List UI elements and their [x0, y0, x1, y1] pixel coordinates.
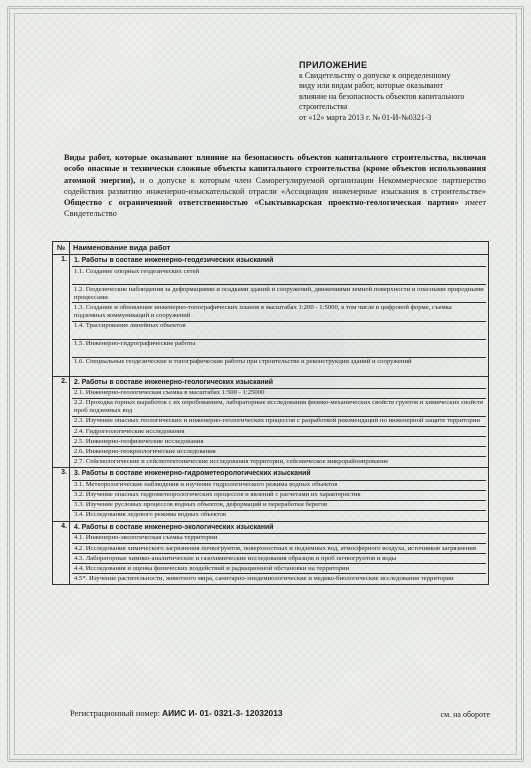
section-cell: [70, 468, 489, 521]
section-cell: [70, 521, 489, 585]
registration-value: АИИС И- 01- 0321-3- 12032013: [162, 708, 283, 718]
section-cell: [70, 255, 489, 376]
appendix-line: строительства: [299, 102, 348, 112]
appendix-line: виду или видам работ, которые оказывают: [299, 81, 443, 91]
work-item: 4.3. Лабораторные химико-аналитические и газохимические исследования образцов и проб почвогрунтов и воды: [72, 554, 486, 564]
see-reverse-note: см. на обороте: [440, 710, 490, 719]
intro-paragraph: [64, 152, 486, 220]
col-name-header: Наименование вида работ: [70, 242, 489, 255]
intro-text-2: имеет Свидетельство: [64, 198, 486, 219]
appendix-title: ПРИЛОЖЕНИЕ: [299, 60, 368, 70]
appendix-date-line: от «12» марта 2013 г. № 01-И-№0321-3: [299, 112, 432, 122]
registration-label: Регистрационный номер:: [70, 709, 163, 718]
work-item: 3.1. Метеорологические наблюдения и изучение гидрологического режима водных объектов: [72, 481, 486, 491]
work-item: 2.4. Гидрогеологические исследования: [72, 427, 486, 437]
col-number-header: №: [53, 242, 70, 255]
appendix-line: к Свидетельству о допуске к определенному: [299, 70, 451, 80]
work-item: 2.5. Инженерно-геофизические исследования: [72, 437, 486, 447]
work-item: 2.1. Инженерно-геологическая съемка в масштабах 1:500 - 1:25000: [72, 389, 486, 399]
work-item: 1.6. Специальные геодезические и топографические работы при строительстве и реконструкции зданий и сооружений: [74, 358, 412, 366]
work-item: 4.4. Исследования и оценка физических воздействий и радиационной обстановки на территории: [72, 564, 486, 574]
work-item: 1.5. Инженерно-гидрографические работы: [72, 340, 486, 358]
intro-company-name: Общество с ограниченной ответственностью «Сыктывкарская проектно-геологическая партия»: [64, 198, 459, 208]
work-item: 4.1. Инженерно-экологическая съемка территории: [72, 534, 486, 544]
section-title: 1. Работы в составе инженерно-геодезических изысканий: [72, 256, 486, 267]
work-item: 2.7. Сейсмологические и сейсмотектонические исследования территории, сейсмическое микрорайонирование: [74, 457, 389, 465]
table-row: [53, 468, 489, 521]
works-table: [52, 241, 489, 585]
section-title: 3. Работы в составе инженерно-гидрометеорологических изысканий: [72, 469, 486, 480]
section-cell: [70, 376, 489, 468]
table-header-row: [53, 242, 489, 255]
work-item: 2.6. Инженерно-геокриологические исследования: [72, 447, 486, 457]
appendix-line: влияние на безопасность объектов капитального: [299, 91, 465, 101]
section-number: 3.: [53, 468, 70, 521]
appendix-header: [299, 60, 509, 124]
work-item: 3.3. Изучение русловых процессов водных объектов, деформаций и переработки берегов: [72, 501, 486, 511]
section-title: 2. Работы в составе инженерно-геологических изысканий: [72, 378, 486, 389]
work-item: 3.4. Исследования ледового режима водных объектов: [74, 511, 226, 519]
work-item: 2.2. Проходка горных выработок с их опробованием, лабораторные исследования физико-механических свойств грунтов и химических свойств проб подземных вод: [72, 399, 486, 417]
works-table-body: [53, 255, 489, 585]
work-item: 1.1. Создание опорных геодезических сетей: [72, 267, 486, 285]
work-item: 1.3. Создание и обновление инженерно-топографических планов в масштабах 1:200 - 1:5000, в том числе в цифровой форме, съемка подземных коммуникаций и сооружений: [72, 303, 486, 321]
table-row: [53, 376, 489, 468]
work-item: 4.5*. Изучение растительности, животного мира, санитарно-эпидемиологические и медико-биологические исследования территории: [74, 574, 454, 582]
table-row: [53, 255, 489, 376]
work-item: 1.2. Геодезические наблюдения за деформациями и осадками зданий и сооружений, движениями земной поверхности и опасными природными процессами: [72, 285, 486, 303]
registration-number: [70, 708, 283, 718]
intro-text-1: и о допуске к которым член Саморегулируемой организации Некоммерческое партнерство содействия развитию инженерно-изыскательской отрасли «Ассоциация инженерные изыскания в строительстве»: [64, 175, 486, 196]
table-row: [53, 521, 489, 585]
section-number: 2.: [53, 376, 70, 468]
intro-bold-1: Виды работ, которые оказывают влияние на безопасность объектов капитального строительства, включая особо опасные и технически сложные объекты капитального строительства (кроме объектов использования атомной энергии),: [64, 153, 486, 185]
section-number: 1.: [53, 255, 70, 376]
work-item: 3.2. Изучение опасных гидрометеорологических процессов и явлений с расчетами их характеристик: [72, 491, 486, 501]
section-number: 4.: [53, 521, 70, 585]
work-item: 2.3. Изучение опасных геологических и инженерно-геологических процессов с разработкой рекомендаций по инженерной защите территории: [72, 417, 486, 427]
work-item: 4.2. Исследования химического загрязнения почвогрунтов, поверхностных и подземных вод, атмосферного воздуха, источников загрязнения: [72, 544, 486, 554]
work-item: 1.4. Трассирование линейных объектов: [72, 322, 486, 340]
section-title: 4. Работы в составе инженерно-экологических изысканий: [72, 523, 486, 534]
